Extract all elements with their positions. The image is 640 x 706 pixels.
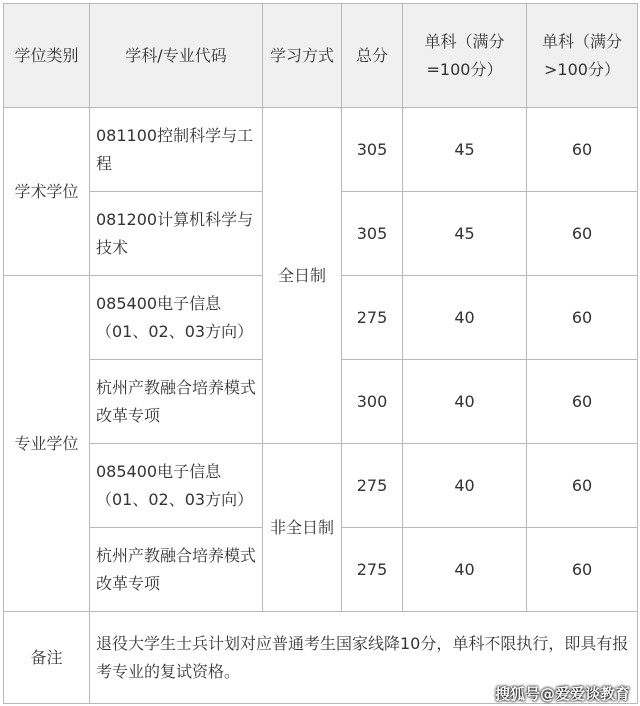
total-cell: 305	[342, 192, 403, 276]
single-over-100-cell: 60	[527, 444, 638, 528]
single-100-cell: 40	[403, 276, 527, 360]
header-row	[4, 4, 638, 108]
header-subject-code: 学科/专业代码	[90, 4, 263, 108]
header-study-mode: 学习方式	[263, 4, 342, 108]
single-100-cell: 40	[403, 360, 527, 444]
remark-label: 备注	[4, 612, 90, 704]
single-over-100-cell: 60	[527, 360, 638, 444]
single-100-cell: 40	[403, 444, 527, 528]
group-professional: 专业学位	[4, 276, 90, 612]
watermark: 搜狐号@爱爱谈教育	[494, 685, 630, 703]
subject-cell: 085400电子信息（01、02、03方向）	[90, 276, 263, 360]
subject-cell: 杭州产教融合培养模式改革专项	[90, 528, 263, 612]
subject-cell: 杭州产教融合培养模式改革专项	[90, 360, 263, 444]
table-row	[4, 108, 638, 192]
header-single-over-100: 单科（满分>100分）	[527, 4, 638, 108]
header-total: 总分	[342, 4, 403, 108]
table-row	[4, 444, 638, 528]
subject-cell: 081200计算机科学与技术	[90, 192, 263, 276]
mode-part-time: 非全日制	[263, 444, 342, 612]
total-cell: 300	[342, 360, 403, 444]
subject-cell: 085400电子信息（01、02、03方向）	[90, 444, 263, 528]
total-cell: 275	[342, 276, 403, 360]
single-over-100-cell: 60	[527, 528, 638, 612]
header-single-100: 单科（满分=100分）	[403, 4, 527, 108]
subject-cell: 081100控制科学与工程	[90, 108, 263, 192]
mode-full-time: 全日制	[263, 108, 342, 444]
total-cell: 275	[342, 528, 403, 612]
single-over-100-cell: 60	[527, 276, 638, 360]
single-100-cell: 45	[403, 108, 527, 192]
header-category: 学位类别	[4, 4, 90, 108]
total-cell: 275	[342, 444, 403, 528]
total-cell: 305	[342, 108, 403, 192]
single-100-cell: 40	[403, 528, 527, 612]
score-table	[3, 3, 638, 704]
single-over-100-cell: 60	[527, 108, 638, 192]
remark-text: 退役大学生士兵计划对应普通考生国家线降10分，单科不限执行，即具有报考专业的复试资格。	[90, 612, 638, 704]
single-100-cell: 45	[403, 192, 527, 276]
group-academic: 学术学位	[4, 108, 90, 276]
single-over-100-cell: 60	[527, 192, 638, 276]
